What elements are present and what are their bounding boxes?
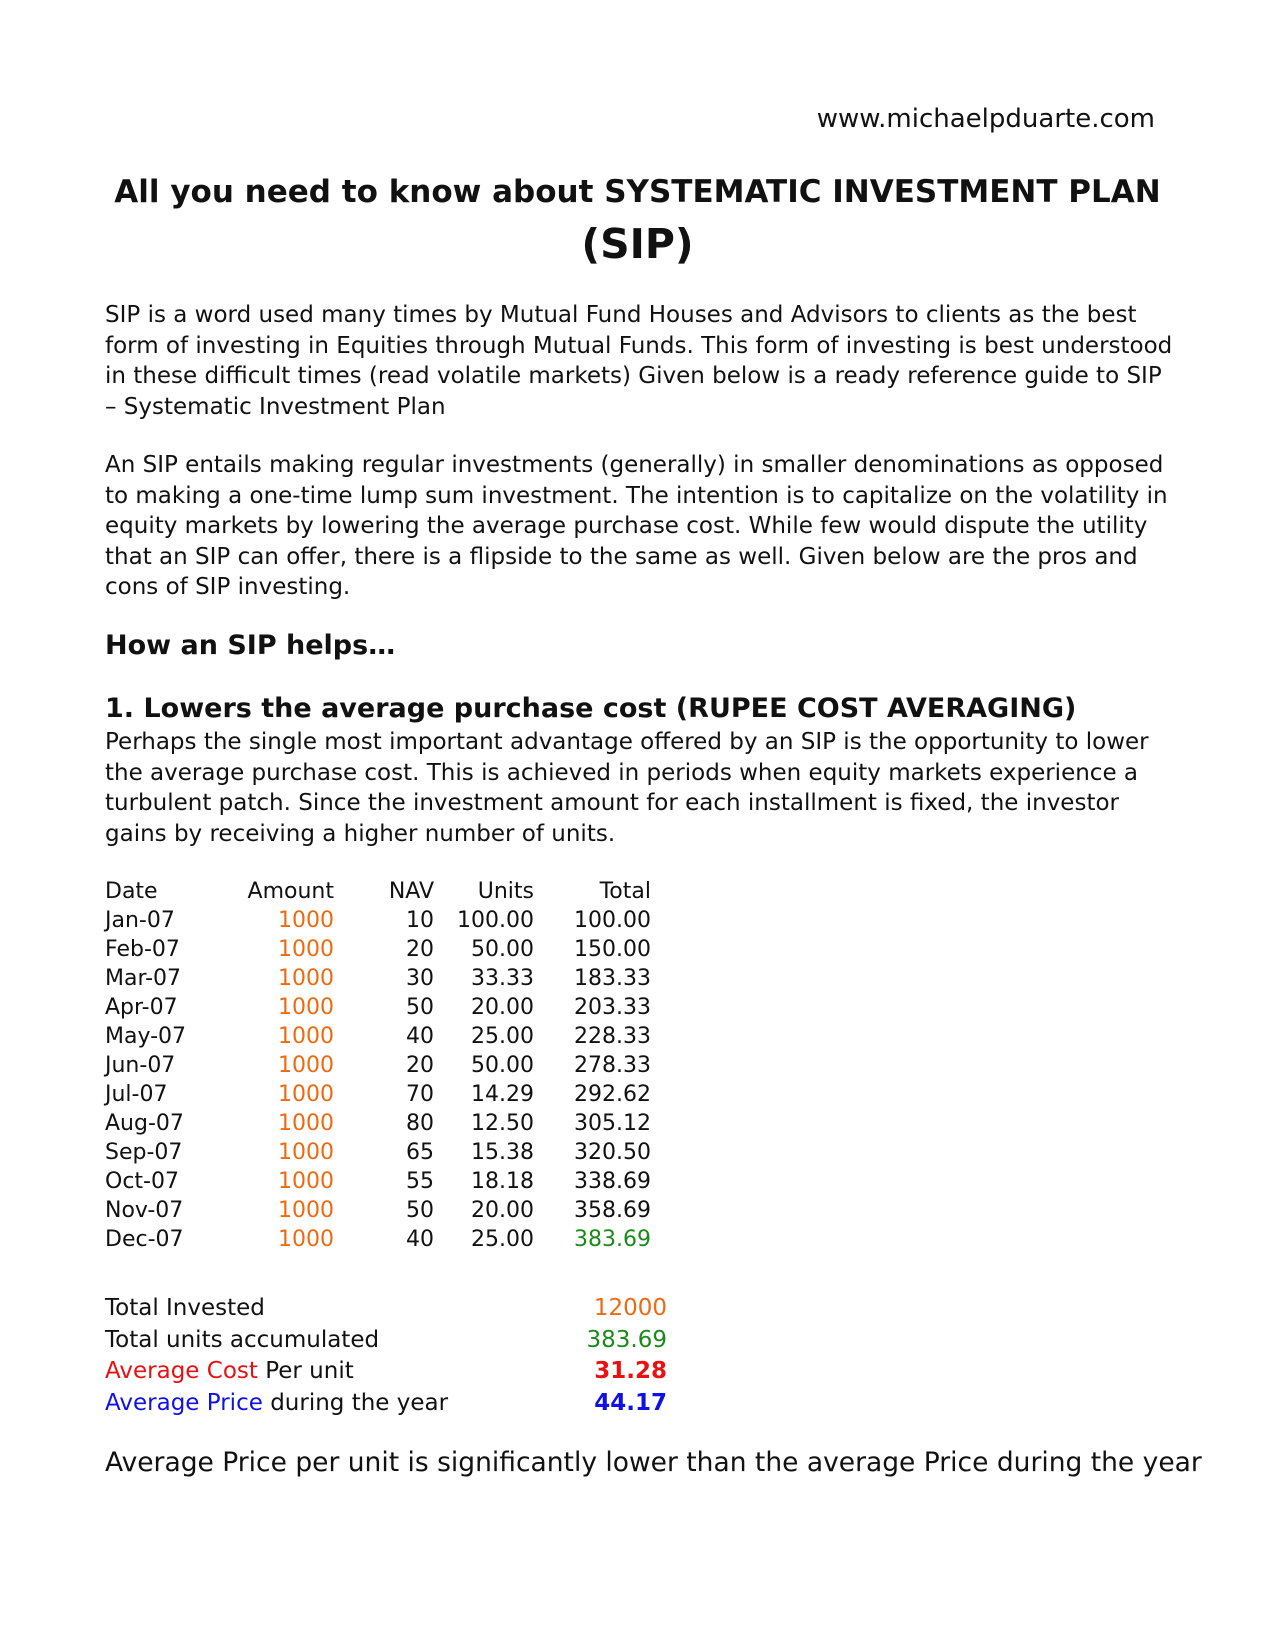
table-row: [105, 1196, 651, 1225]
table-row: [105, 993, 651, 1022]
cell-amount: 1000: [278, 995, 334, 1020]
cell-total: 278.33: [574, 1053, 651, 1078]
cell-total: 183.33: [574, 966, 651, 991]
table-row: [105, 1022, 651, 1051]
cell-total: 320.50: [574, 1140, 651, 1165]
cell-total: 338.69: [574, 1169, 651, 1194]
cell-amount: 1000: [278, 1198, 334, 1223]
cell-nav: 80: [406, 1111, 434, 1136]
avg-cost-value: 31.28: [594, 1358, 667, 1384]
cell-nav: 40: [406, 1024, 434, 1049]
cell-date: Feb-07: [105, 937, 180, 962]
col-header-total: Total: [599, 879, 651, 904]
table-row: [105, 906, 651, 935]
sip-table: [105, 877, 651, 1254]
table-row: [105, 1138, 651, 1167]
avg-price-label-highlight: Average Price: [105, 1389, 263, 1416]
cell-nav: 30: [406, 966, 434, 991]
avg-cost-label-highlight: Average Cost: [105, 1358, 258, 1384]
cell-units: 15.38: [471, 1140, 534, 1165]
total-invested-value: 12000: [593, 1295, 667, 1321]
summary-row-total-invested: [105, 1293, 667, 1325]
cell-nav: 70: [406, 1082, 434, 1107]
cell-units: 25.00: [471, 1024, 534, 1049]
avg-cost-label-rest: Per unit: [265, 1358, 354, 1384]
avg-cost-label: [105, 1356, 354, 1388]
cell-amount: 1000: [278, 1053, 334, 1078]
cell-date: Dec-07: [105, 1227, 184, 1252]
cell-amount: 1000: [278, 1169, 334, 1194]
cell-amount: 1000: [278, 908, 334, 933]
table-header-row: [105, 877, 651, 906]
cell-date: Aug-07: [105, 1111, 184, 1136]
table-row: [105, 1109, 651, 1138]
cell-nav: 65: [406, 1140, 434, 1165]
col-header-units: Units: [477, 879, 534, 904]
cell-units: 12.50: [471, 1111, 534, 1136]
cell-total: 228.33: [574, 1024, 651, 1049]
cell-date: Nov-07: [105, 1198, 184, 1223]
document-title: All you need to know about SYSTEMATIC INVESTMENT PLAN: [114, 174, 1161, 210]
table-row: [105, 1167, 651, 1196]
cell-units: 100.00: [457, 908, 534, 933]
cell-date: May-07: [105, 1024, 187, 1049]
col-header-amount: Amount: [247, 879, 334, 904]
document-title-abbrev: (SIP): [581, 220, 694, 268]
cell-amount: 1000: [278, 1227, 334, 1252]
cell-date: Oct-07: [105, 1169, 179, 1194]
cell-amount: 1000: [278, 1024, 334, 1049]
cell-date: Jul-07: [105, 1082, 168, 1107]
intro-paragraph-1: SIP is a word used many times by Mutual Fund Houses and Advisors to clients as the best form of investing in Equities through Mutual Funds. This form of investing is best understood in these difficult times (read volatile markets) Given below is a ready reference guide to SIP – Systematic Investment Plan: [105, 302, 1173, 420]
units-value: 383.69: [586, 1326, 667, 1353]
cell-units: 33.33: [471, 966, 534, 991]
cell-units: 20.00: [471, 1198, 534, 1223]
summary-row-avg-price: [105, 1388, 667, 1420]
cell-amount: 1000: [278, 966, 334, 991]
table-row: [105, 1225, 651, 1254]
cell-total-final: 383.69: [574, 1227, 651, 1252]
cell-nav: 10: [406, 908, 434, 933]
cell-units: 18.18: [471, 1169, 534, 1194]
cell-units: 25.00: [471, 1227, 534, 1252]
conclusion-text: Average Price per unit is significantly lower than the average Price during the year: [105, 1447, 1202, 1478]
cell-nav: 50: [406, 1198, 434, 1223]
cell-total: 305.12: [574, 1111, 651, 1136]
table-row: [105, 935, 651, 964]
cell-total: 100.00: [574, 908, 651, 933]
cell-units: 50.00: [471, 1053, 534, 1078]
subsection-heading: 1. Lowers the average purchase cost (RUPEE COST AVERAGING): [105, 693, 1077, 724]
summary-block: [105, 1293, 667, 1419]
cell-nav: 20: [406, 937, 434, 962]
table-row: [105, 1080, 651, 1109]
subsection-paragraph: Perhaps the single most important advantage offered by an SIP is the opportunity to lower the average purchase cost. This is achieved in periods when equity markets experience a turbulent patch. Since the investment amount for each installment is fixed, the investor gains by receiving a higher number of units.: [105, 729, 1149, 847]
website-url[interactable]: www.michaelpduarte.com: [816, 104, 1155, 134]
cell-date: Sep-07: [105, 1140, 183, 1165]
avg-price-value: 44.17: [594, 1389, 667, 1416]
col-header-nav: NAV: [388, 879, 434, 904]
avg-price-label: [105, 1388, 448, 1420]
cell-nav: 40: [406, 1227, 434, 1252]
cell-total: 203.33: [574, 995, 651, 1020]
summary-row-units: [105, 1325, 667, 1357]
cell-date: Mar-07: [105, 966, 182, 991]
cell-date: Jan-07: [105, 908, 175, 933]
total-invested-label: Total Invested: [105, 1295, 265, 1321]
col-header-date: Date: [105, 879, 158, 904]
cell-total: 150.00: [574, 937, 651, 962]
cell-date: Apr-07: [105, 995, 178, 1020]
units-label: Total units accumulated: [105, 1326, 380, 1353]
cell-amount: 1000: [278, 937, 334, 962]
cell-total: 292.62: [574, 1082, 651, 1107]
intro-paragraph-2: An SIP entails making regular investments (generally) in smaller denominations as opposed to making a one-time lump sum investment. The intention is to capitalize on the volatility in equity markets by lowering the average purchase cost. While few would dispute the utility that an SIP can offer, there is a flipside to the same as well. Given below are the pros and cons of SIP investing.: [105, 452, 1168, 600]
cell-nav: 50: [406, 995, 434, 1020]
section-heading: How an SIP helps…: [105, 630, 396, 661]
cell-amount: 1000: [278, 1140, 334, 1165]
cell-units: 14.29: [471, 1082, 534, 1107]
cell-nav: 20: [406, 1053, 434, 1078]
cell-total: 358.69: [574, 1198, 651, 1223]
cell-units: 20.00: [471, 995, 534, 1020]
table-row: [105, 964, 651, 993]
cell-units: 50.00: [471, 937, 534, 962]
cell-amount: 1000: [278, 1082, 334, 1107]
avg-price-label-rest: during the year: [270, 1389, 449, 1416]
cell-amount: 1000: [278, 1111, 334, 1136]
cell-nav: 55: [406, 1169, 434, 1194]
summary-row-avg-cost: [105, 1356, 667, 1388]
cell-date: Jun-07: [105, 1053, 176, 1078]
table-row: [105, 1051, 651, 1080]
